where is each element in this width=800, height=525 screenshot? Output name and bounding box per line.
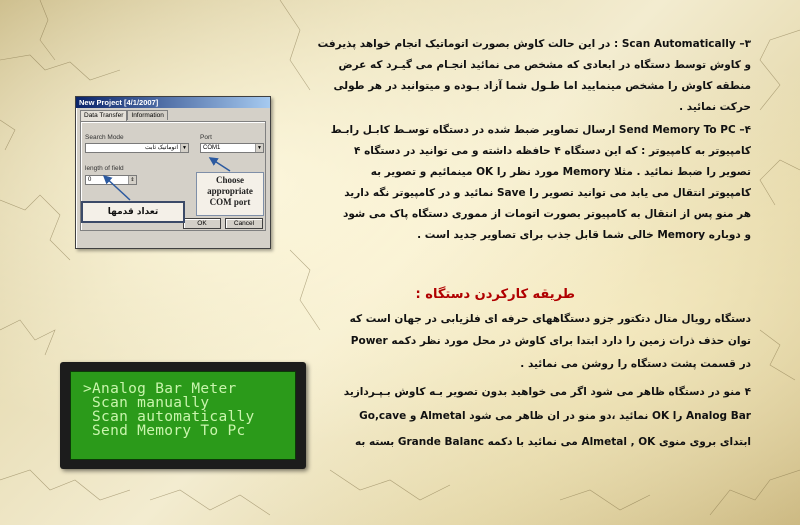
- text-line: ۳– Scan Automatically : در این حالت کاوش بصورت اتوماتیک انجام خواهد پذیرفت: [317, 38, 751, 50]
- chevron-down-icon[interactable]: ▼: [180, 144, 188, 152]
- text-line: Analog Bar را OK نمائید ،دو منو در ان ظاهر می شود Almetal و Go,cave: [359, 410, 751, 422]
- search-mode-value: اتوماتیک ثابت: [144, 145, 178, 151]
- lcd-menu-item: Send Memory To Pc: [83, 423, 246, 439]
- text-line: منطقه کاوش را مشخص مینمایید اما طـول شما آزاد بـوده و میتوانید در هر طولی: [333, 80, 751, 92]
- field-count-callout: تعداد قدمها: [81, 201, 185, 223]
- com-port-callout: [196, 172, 264, 216]
- text-line: تصویر را ضبط نمائید . مثلا Memory مورد نظر را OK مینمائیم و تصویر به: [370, 166, 751, 178]
- text-line: کامپیوتر به کامپیوتر : که این دستگاه ۴ حافظه داشته و می توانید در دستگاه ۴: [354, 145, 751, 157]
- chevron-down-icon[interactable]: ▼: [255, 144, 263, 152]
- text-line: ۴ منو در دستگاه ظاهر می شود اگر می خواهید بدون تصویر بـه کاوش بـپـردازید: [343, 386, 751, 398]
- com-port-callout-line: appropriate: [207, 186, 253, 196]
- text-line: توان حذف ذرات زمین را دارد ابتدا برای کاوش در محل مورد نظر دکمه Power: [350, 335, 751, 347]
- port-label: Port: [200, 134, 212, 141]
- lcd-menu-item: Scan manually: [83, 395, 210, 411]
- text-line: ابتدای بروی منوی Almetal , OK می نمائید با دکمه Grande Balanc بسته به: [354, 436, 751, 448]
- com-port-callout-line: Choose: [215, 175, 244, 185]
- com-port-callout-line: COM port: [209, 197, 251, 207]
- section-heading: طریقه کارکردن دستگاه :: [415, 287, 575, 302]
- lcd-menu-item: >Analog Bar Meter: [83, 381, 237, 397]
- tab-data-transfer[interactable]: Data Transfer: [80, 110, 127, 121]
- cancel-button[interactable]: Cancel: [225, 218, 263, 229]
- spin-arrows-icon[interactable]: ⇕: [128, 176, 136, 184]
- arrow-to-port-icon: [210, 158, 230, 171]
- ok-button[interactable]: OK: [183, 218, 221, 229]
- paragraph-scan-automatically: [317, 38, 751, 253]
- text-line: و کاوش توسط دستگاه در ابعادی که مشخص می نمائید انجـام می گیـرد که عرض: [338, 59, 751, 71]
- arrow-to-length-icon: [104, 176, 130, 200]
- port-value: COM1: [203, 145, 221, 151]
- text-line: دستگاه رویال متال دتکتور جزو دستگاههای حرفه ای فلزیابی در جهان است که: [349, 313, 751, 325]
- text-line: هر منو پس از انتقال به کامپیوتر بصورت اتومات از مموری دستگاه پاک می شود: [342, 208, 751, 220]
- text-line: کامپیوتر انتقال می یابد می توانید تصویر را Save نمائید و در کامپیوتر نگه دارید: [344, 187, 751, 199]
- length-label: length of field: [85, 165, 124, 172]
- tab-information[interactable]: Information: [127, 110, 168, 120]
- text-line: ۴– Send Memory To PC ارسال تصاویر ضبط شده در دستگاه توسـط کابـل رابـط: [330, 124, 751, 136]
- length-value: 0: [88, 177, 92, 183]
- search-mode-label: Search Mode: [85, 134, 124, 141]
- text-line: در قسمت پشت دستگاه را روشن می نمائید .: [520, 358, 751, 370]
- text-line: و دوباره Memory خالی شما قابل جذب برای تصاویر جدید است .: [417, 229, 751, 241]
- lcd-display: [60, 362, 306, 469]
- lcd-menu-item: Scan automatically: [83, 409, 255, 425]
- dialog-title: New Project [4/1/2007]: [76, 97, 270, 108]
- lcd-screen: [70, 371, 296, 460]
- text-line: حرکت نمائید .: [679, 101, 751, 113]
- paragraph-how-to-operate: [321, 313, 751, 473]
